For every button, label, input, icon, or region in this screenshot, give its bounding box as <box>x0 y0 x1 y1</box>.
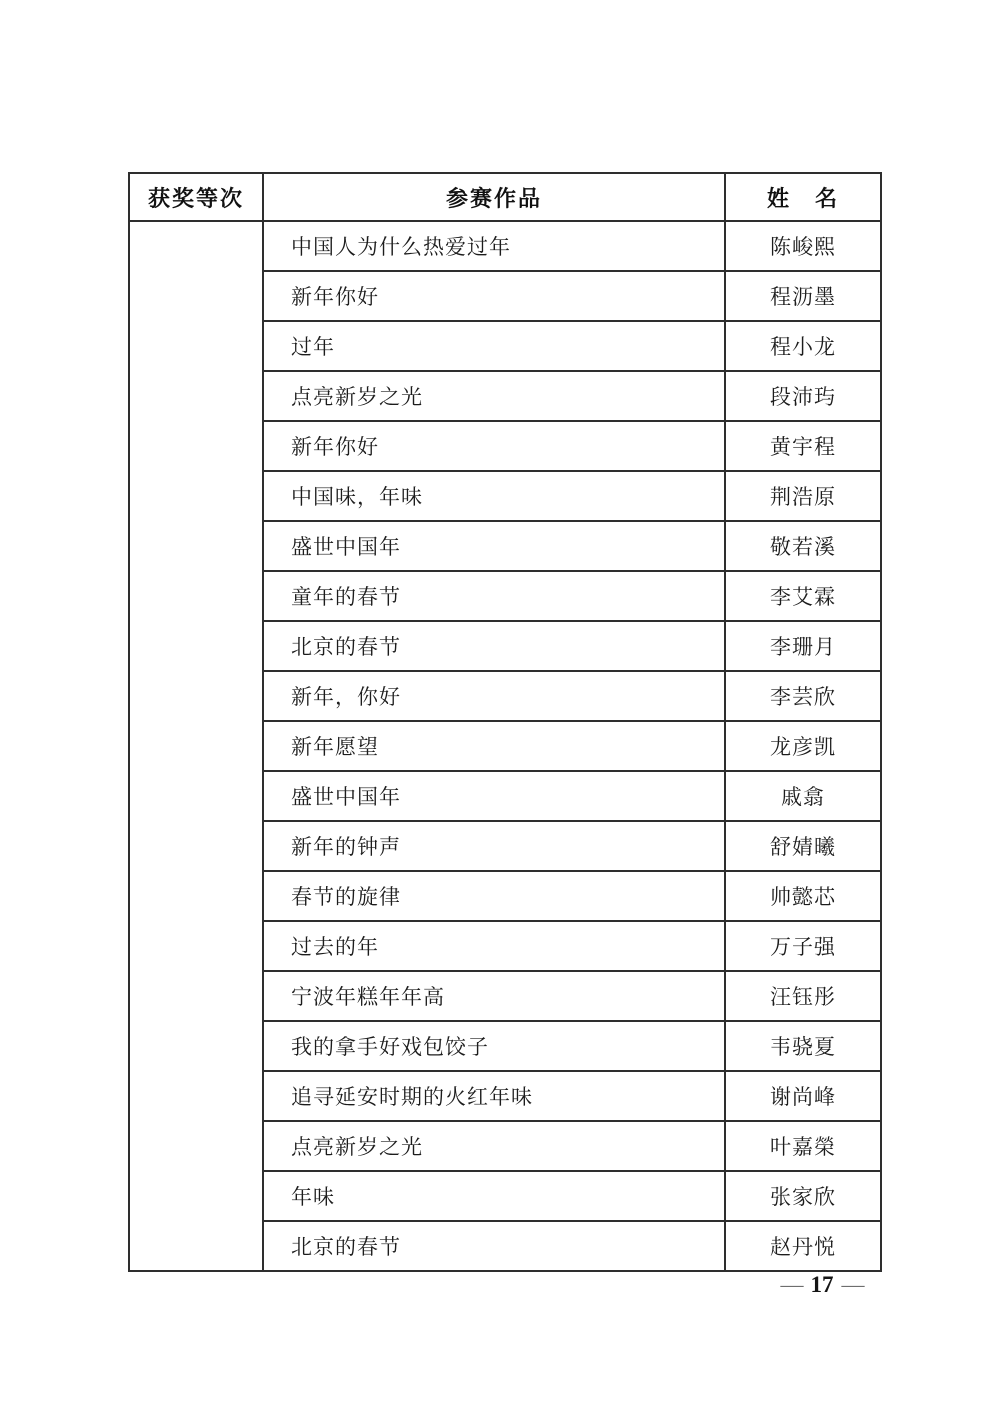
entrant-name-cell: 李珊月 <box>725 621 881 671</box>
entrant-name-cell: 黄宇程 <box>725 421 881 471</box>
entrant-name-cell: 段沛玙 <box>725 371 881 421</box>
entrant-name-cell: 赵丹悦 <box>725 1221 881 1271</box>
entrant-name-cell: 韦骁夏 <box>725 1021 881 1071</box>
entrant-name-cell: 程沥墨 <box>725 271 881 321</box>
entrant-name-cell: 帅懿芯 <box>725 871 881 921</box>
page-number-value: 17 <box>810 1272 834 1297</box>
entry-work-cell: 北京的春节 <box>263 621 725 671</box>
entry-work-cell: 我的拿手好戏包饺子 <box>263 1021 725 1071</box>
entrant-name-cell: 舒婧曦 <box>725 821 881 871</box>
entry-work-cell: 过去的年 <box>263 921 725 971</box>
entrant-name-cell: 叶嘉榮 <box>725 1121 881 1171</box>
entrant-name-cell: 李芸欣 <box>725 671 881 721</box>
entry-work-cell: 新年的钟声 <box>263 821 725 871</box>
entrant-name-cell: 程小龙 <box>725 321 881 371</box>
entrant-name-cell: 张家欣 <box>725 1171 881 1221</box>
award-table-body <box>129 221 881 1271</box>
entrant-name-cell: 荆浩原 <box>725 471 881 521</box>
header-award-level: 获奖等次 <box>129 173 263 221</box>
entry-work-cell: 过年 <box>263 321 725 371</box>
entrant-name-cell: 谢尚峰 <box>725 1071 881 1121</box>
entrant-name-cell: 万子强 <box>725 921 881 971</box>
entry-work-cell: 北京的春节 <box>263 1221 725 1271</box>
entrant-name-cell: 陈峻熙 <box>725 221 881 271</box>
entry-work-cell: 中国人为什么热爱过年 <box>263 221 725 271</box>
award-level-cell <box>129 221 263 1271</box>
entry-work-cell: 盛世中国年 <box>263 771 725 821</box>
entrant-name-cell: 汪钰彤 <box>725 971 881 1021</box>
entry-work-cell: 中国味，年味 <box>263 471 725 521</box>
table-row <box>129 221 881 271</box>
entry-work-cell: 盛世中国年 <box>263 521 725 571</box>
entrant-name-cell: 敬若溪 <box>725 521 881 571</box>
entry-work-cell: 点亮新岁之光 <box>263 371 725 421</box>
header-row <box>129 173 881 221</box>
entry-work-cell: 新年愿望 <box>263 721 725 771</box>
page-number <box>752 1272 892 1298</box>
entry-work-cell: 新年你好 <box>263 421 725 471</box>
entry-work-cell: 追寻延安时期的火红年味 <box>263 1071 725 1121</box>
entry-work-cell: 新年你好 <box>263 271 725 321</box>
entrant-name-cell: 戚翕 <box>725 771 881 821</box>
entry-work-cell: 春节的旋律 <box>263 871 725 921</box>
entrant-name-cell: 李艾霖 <box>725 571 881 621</box>
award-table <box>128 172 882 1272</box>
entry-work-cell: 年味 <box>263 1171 725 1221</box>
entrant-name-cell: 龙彦凯 <box>725 721 881 771</box>
award-table-header <box>129 173 881 221</box>
entry-work-cell: 点亮新岁之光 <box>263 1121 725 1171</box>
header-name: 姓 名 <box>725 173 881 221</box>
header-entry-work: 参赛作品 <box>263 173 725 221</box>
page-number-dash-left: — <box>780 1272 803 1297</box>
entry-work-cell: 新年，你好 <box>263 671 725 721</box>
entry-work-cell: 童年的春节 <box>263 571 725 621</box>
entry-work-cell: 宁波年糕年年高 <box>263 971 725 1021</box>
page-number-dash-right: — <box>841 1272 864 1297</box>
